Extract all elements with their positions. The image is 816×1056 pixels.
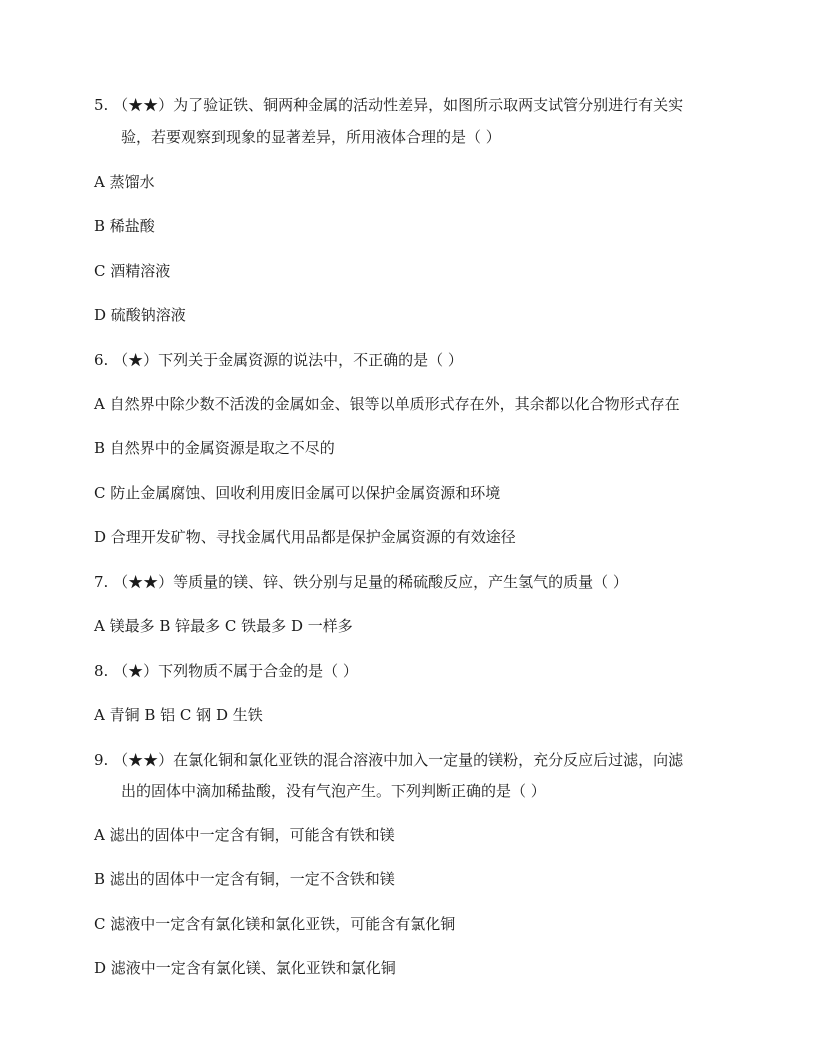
question-5-option-b: B 稀盐酸 — [94, 217, 155, 235]
question-9-option-d: D 滤液中一定含有氯化镁、氯化亚铁和氯化铜 — [94, 959, 396, 977]
question-5-option-c: C 酒精溶液 — [94, 262, 171, 280]
question-5-line-2: 验，若要观察到现象的显著差异，所用液体合理的是（ ） — [121, 128, 501, 146]
question-7-line-1: 7. （★★）等质量的镁、锌、铁分别与足量的稀硫酸反应，产生氢气的质量（ ） — [94, 573, 628, 591]
question-8-options: A 青铜 B 铝 C 钢 D 生铁 — [94, 706, 263, 724]
question-8-line-1: 8. （★）下列物质不属于合金的是（ ） — [94, 662, 358, 680]
question-9-line-1: 9. （★★）在氯化铜和氯化亚铁的混合溶液中加入一定量的镁粉，充分反应后过滤，向滤 — [94, 751, 684, 769]
question-6-option-d: D 合理开发矿物、寻找金属代用品都是保护金属资源的有效途径 — [94, 528, 516, 546]
question-5-line-1: 5. （★★）为了验证铁、铜两种金属的活动性差异，如图所示取两支试管分别进行有关实 — [94, 96, 684, 114]
question-6-option-b: B 自然界中的金属资源是取之不尽的 — [94, 439, 335, 457]
question-9-line-2: 出的固体中滴加稀盐酸，没有气泡产生。下列判断正确的是（ ） — [121, 782, 546, 800]
question-9-option-c: C 滤液中一定含有氯化镁和氯化亚铁，可能含有氯化铜 — [94, 915, 456, 933]
question-5-option-d: D 硫酸钠溶液 — [94, 306, 186, 324]
question-6-option-c: C 防止金属腐蚀、回收利用废旧金属可以保护金属资源和环境 — [94, 484, 501, 502]
question-6-line-1: 6. （★）下列关于金属资源的说法中，不正确的是（ ） — [94, 351, 463, 369]
question-9-option-b: B 滤出的固体中一定含有铜，一定不含铁和镁 — [94, 870, 395, 888]
question-6-option-a: A 自然界中除少数不活泼的金属如金、银等以单质形式存在外，其余都以化合物形式存在 — [94, 395, 680, 413]
question-5-option-a: A 蒸馏水 — [94, 173, 155, 191]
question-7-options: A 镁最多 B 锌最多 C 铁最多 D 一样多 — [94, 617, 353, 635]
question-9-option-a: A 滤出的固体中一定含有铜，可能含有铁和镁 — [94, 826, 395, 844]
